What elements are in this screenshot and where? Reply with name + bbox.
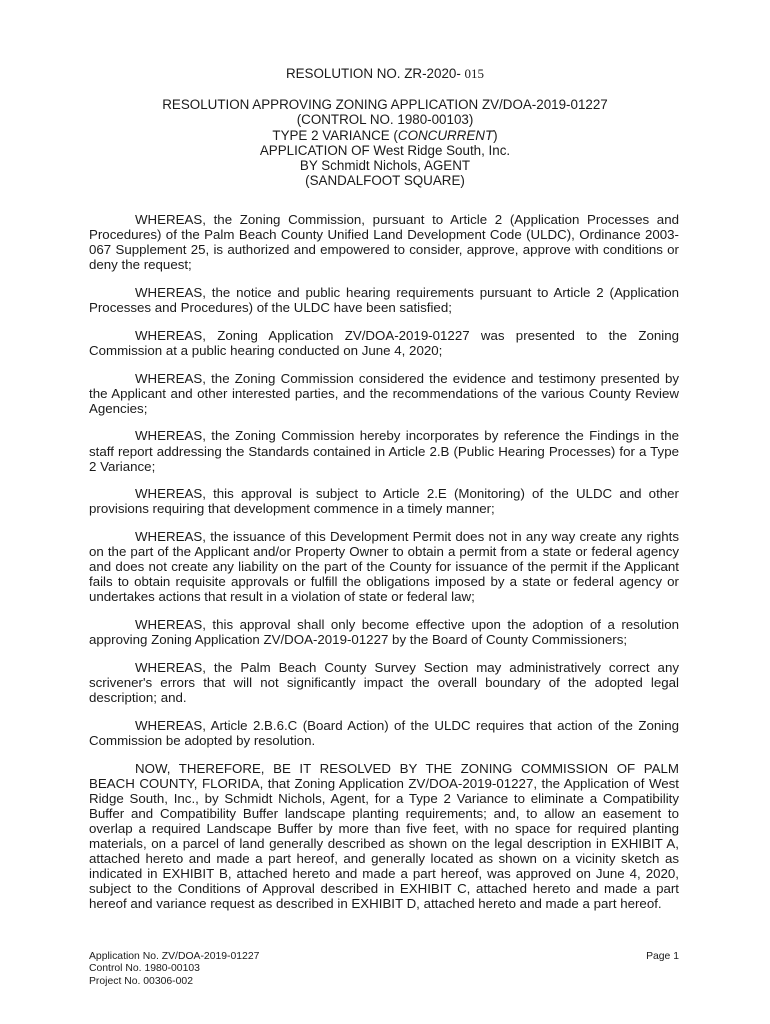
whereas-paragraph: WHEREAS, the issuance of this Development Permit does not in any way create any rights on the part of the Applicant and/or Property Owner to obtain a permit from a state or federal agency and does not create any liability on the part of the County for issuance of the permit if the Applicant fails to obtain requisite approvals or fulfill the obligations imposed by a state or federal agency or undertakes actions that result in a violation of state or federal law; xyxy=(89,529,679,605)
resolution-number-line xyxy=(0,66,770,81)
resolved-paragraph: NOW, THEREFORE, BE IT RESOLVED BY THE ZONING COMMISSION OF PALM BEACH COUNTY, FLORIDA, that Zoning Application ZV/DOA-2019-01227, the Application of West Ridge South, Inc., by Schmidt Nichols, Agent, for a Type 2 Variance to eliminate a Compatibility Buffer and Compatibility Buffer landscape planting requirements; and, to allow an easement to overlap a required Landscape Buffer by more than five feet, with no space for required planting materials, on a parcel of land generally described as shown on the legal description in EXHIBIT A, attached hereto and made a part hereof, and generally located as shown on a vicinity sketch as indicated in EXHIBIT B, attached hereto and made a part hereof, was approved on June 4, 2020, subject to the Conditions of Approval described in EXHIBIT C, attached hereto and made a part hereof and variance request as described in EXHIBIT D, attached hereto and made a part hereof. xyxy=(89,760,679,912)
resolution-title: RESOLUTION APPROVING ZONING APPLICATION ZV/DOA-2019-01227 xyxy=(162,97,608,113)
footer-reference-numbers xyxy=(89,951,679,988)
variance-type-prefix: TYPE 2 VARIANCE ( xyxy=(272,127,398,143)
whereas-paragraph: WHEREAS, Article 2.B.6.C (Board Action) of the ULDC requires that action of the Zoning Commission be adopted by resolution. xyxy=(89,717,679,748)
whereas-paragraph: WHEREAS, the notice and public hearing requirements pursuant to Article 2 (Application Processes and Procedures) of the ULDC have been satisfied; xyxy=(89,284,679,316)
variance-type-suffix: ) xyxy=(493,127,498,143)
footer-control-no: Control No. 1980-00103 xyxy=(89,963,200,975)
resolution-body xyxy=(89,212,679,912)
agent-line: BY Schmidt Nichols, AGENT xyxy=(299,158,471,174)
resolution-number-label: RESOLUTION NO. ZR-2020- xyxy=(285,66,461,81)
applicant-line: APPLICATION OF West Ridge South, Inc. xyxy=(259,142,511,158)
whereas-paragraph: WHEREAS, this approval shall only become effective upon the adoption of a resolution approving Zoning Application ZV/DOA-2019-01227 by the Board of County Commissioners; xyxy=(89,617,679,648)
page-footer xyxy=(89,951,679,988)
footer-project-no: Project No. 00306-002 xyxy=(89,975,193,987)
whereas-paragraph: WHEREAS, this approval is subject to Article 2.E (Monitoring) of the ULDC and other provisions requiring that development commence in a timely manner; xyxy=(89,486,679,517)
variance-type xyxy=(0,128,770,143)
whereas-paragraph: WHEREAS, the Palm Beach County Survey Section may administratively correct any scrivener's errors that will not significantly impact the overall boundary of the adopted legal description; and. xyxy=(89,659,679,706)
whereas-paragraph: WHEREAS, the Zoning Commission considered the evidence and testimony presented by the Applicant and other interested parties, and the recommendations of the various County Review Agencies; xyxy=(89,370,679,416)
whereas-paragraph: WHEREAS, the Zoning Commission hereby incorporates by reference the Findings in the staff report addressing the Standards contained in Article 2.B (Public Hearing Processes) for a Type 2 Variance; xyxy=(89,428,679,474)
resolution-header xyxy=(0,66,770,188)
control-number: (CONTROL NO. 1980-00103) xyxy=(296,112,474,128)
variance-type-concurrent: CONCURRENT xyxy=(397,127,494,143)
whereas-paragraph: WHEREAS, Zoning Application ZV/DOA-2019-01227 was presented to the Zoning Commission at a public hearing conducted on June 4, 2020; xyxy=(89,327,679,358)
resolution-number-value: 015 xyxy=(464,66,485,81)
footer-application-no: Application No. ZV/DOA-2019-01227 xyxy=(89,951,260,962)
project-name: (SANDALFOOT SQUARE) xyxy=(305,173,465,189)
page-number: Page 1 xyxy=(646,951,679,962)
whereas-paragraph: WHEREAS, the Zoning Commission, pursuant to Article 2 (Application Processes and Procedures) of the Palm Beach County Unified Land Development Code (ULDC), Ordinance 2003-067 Supplement 25, is authorized and empowered to consider, approve, approve with conditions or deny the request; xyxy=(89,212,679,273)
